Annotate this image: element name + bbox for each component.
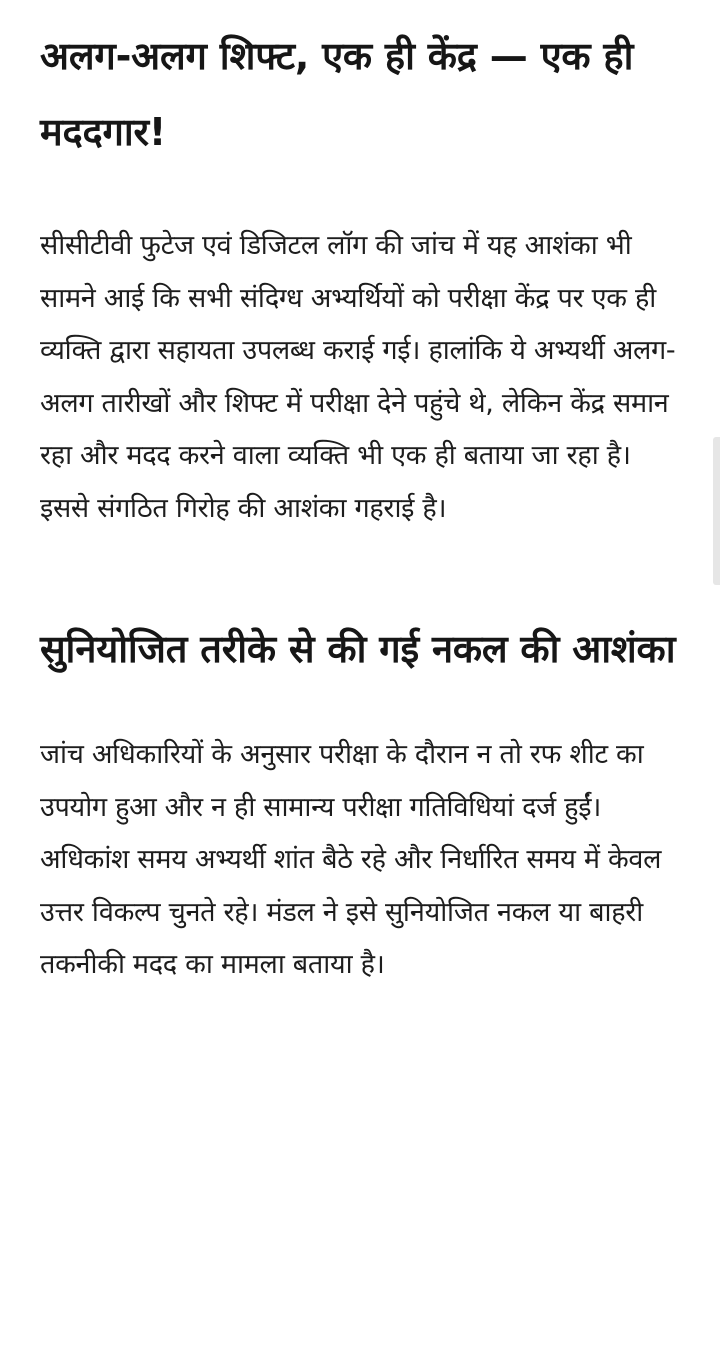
scrollbar-thumb[interactable] [713,437,720,585]
section-heading-different-shifts: अलग-अलग शिफ्ट, एक ही केंद्र — एक ही मददगार! [40,34,634,154]
section-paragraph-cctv-investigation: सीसीटीवी फुटेज एवं डिजिटल लॉग की जांच में यह आशंका भी सामने आई कि सभी संदिग्ध अभ्यर्थियों को परीक्षा केंद्र पर एक ही व्यक्ति द्वारा सहायता उपलब्ध कराई गई। हालांकि ये अभ्यर्थी अलग-अलग तारीखों और शिफ्ट में परीक्षा देने पहुंचे थे, लेकिन केंद्र समान रहा और मदद करने वाला व्यक्ति भी एक ही बताया जा रहा है। इससे संगठित गिरोह की आशंका गहराई है। [40,230,676,524]
article-body [40,18,680,992]
section-heading-planned-cheating: सुनियोजित तरीके से की गई नकल की आशंका [40,627,676,671]
section-paragraph-investigation-officers: जांच अधिकारियों के अनुसार परीक्षा के दौरान न तो रफ शीट का उपयोग हुआ और न ही सामान्य परीक्षा गतिविधियां दर्ज हुईं। अधिकांश समय अभ्यर्थी शांत बैठे रहे और निर्धारित समय में केवल उत्तर विकल्प चुनते रहे। मंडल ने इसे सुनियोजित नकल या बाहरी तकनीकी मदद का मामला बताया है। [40,739,662,980]
